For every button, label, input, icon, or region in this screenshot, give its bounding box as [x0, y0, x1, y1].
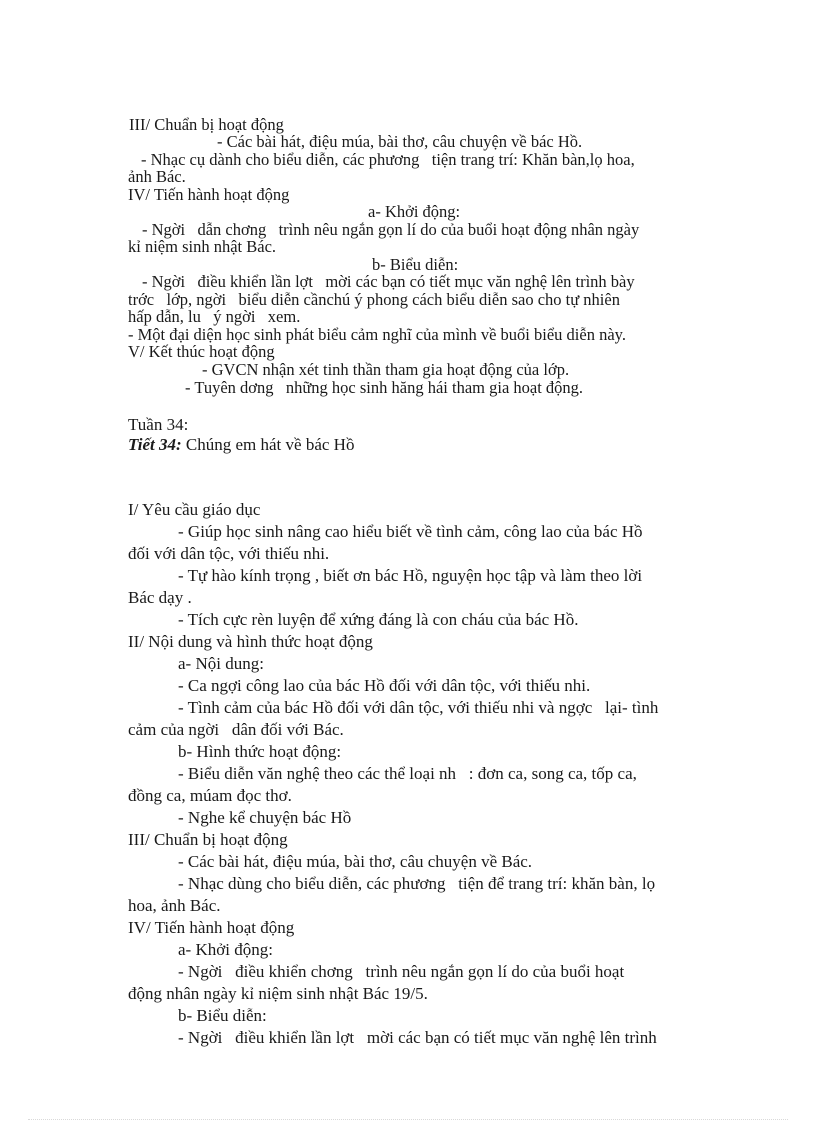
subheading-form: b- Hình thức hoạt động:	[178, 742, 342, 761]
text-line: cảm của ngời dân đối với Bác.	[128, 720, 344, 739]
lesson-title	[128, 436, 354, 453]
text-line: hoa, ảnh Bác.	[128, 896, 221, 915]
subheading-warmup: a- Khởi động:	[178, 940, 273, 959]
text-line: kỉ niệm sinh nhật Bác.	[128, 237, 277, 256]
text-line: đồng ca, múam đọc thơ.	[128, 786, 292, 805]
text-line: - Nhạc cụ dành cho biểu diễn, các phương tiện trang trí: Khăn bàn,lọ hoa,	[141, 150, 635, 169]
heading-preparation: III/ Chuẩn bị hoạt động	[128, 830, 288, 849]
page-bottom-divider	[28, 1119, 788, 1120]
heading-procedure: IV/ Tiến hành hoạt động	[128, 185, 290, 204]
subheading-performance: b- Biểu diễn:	[372, 255, 459, 274]
text-line: - Ngời điều khiển chơng trình nêu ngắn gọn lí do của buổi hoạt	[178, 962, 625, 981]
lesson-name: Chúng em hát về bác Hồ	[181, 435, 355, 454]
text-line: ảnh Bác.	[128, 167, 186, 186]
text-line: - Ngời điều khiển lần lợt mời các bạn có tiết mục văn nghệ lên trình bày	[142, 272, 635, 291]
heading-procedure: IV/ Tiến hành hoạt động	[128, 918, 295, 937]
text-line: - Ngời điều khiển lần lợt mời các bạn có tiết mục văn nghệ lên trình	[178, 1028, 657, 1047]
text-line: - Biểu diễn văn nghệ theo các thể loại nh : đơn ca, song ca, tốp ca,	[178, 764, 637, 783]
text-line: trớc lớp, ngời biểu diễn cầnchú ý phong cách biểu diễn sao cho tự nhiên	[128, 290, 620, 309]
text-line: - Nhạc dùng cho biểu diễn, các phương tiện để trang trí: khăn bàn, lọ	[178, 874, 656, 893]
text-line: - Các bài hát, điệu múa, bài thơ, câu chuyện về bác Hồ.	[217, 132, 583, 151]
text-line: - Ca ngợi công lao của bác Hồ đối với dân tộc, với thiếu nhi.	[178, 676, 591, 695]
text-line: - Một đại diện học sinh phát biểu cảm nghĩ của mình về buổi biểu diễn này.	[128, 325, 626, 344]
text-line: - Ngời dẫn chơng trình nêu ngắn gọn lí do của buổi hoạt động nhân ngày	[142, 220, 640, 239]
text-line: - Giúp học sinh nâng cao hiểu biết về tình cảm, công lao của bác Hồ	[178, 522, 643, 541]
text-line: - GVCN nhận xét tinh thần tham gia hoạt động của lớp.	[202, 360, 570, 379]
text-line: đối với dân tộc, với thiếu nhi.	[128, 544, 330, 563]
heading-preparation: III/ Chuẩn bị hoạt động	[129, 115, 284, 134]
heading-conclusion: V/ Kết thúc hoạt động	[128, 342, 275, 361]
heading-education-goals: I/ Yêu cầu giáo dục	[128, 500, 261, 519]
text-line: - Các bài hát, điệu múa, bài thơ, câu chuyện về Bác.	[178, 852, 533, 871]
heading-content-form: II/ Nội dung và hình thức hoạt động	[128, 632, 373, 651]
lesson-number: Tiết 34:	[128, 435, 182, 454]
subheading-content: a- Nội dung:	[178, 654, 264, 673]
subheading-warmup: a- Khởi động:	[368, 202, 461, 221]
week-label: Tuần 34:	[128, 415, 189, 434]
text-line: - Tự hào kính trọng , biết ơn bác Hồ, nguyện học tập và làm theo lời	[178, 566, 643, 585]
text-line: - Tích cực rèn luyện để xứng đáng là con cháu của bác Hồ.	[178, 610, 579, 629]
text-line: - Tình cảm của bác Hồ đối với dân tộc, với thiếu nhi và ngợc lại- tình	[178, 698, 659, 717]
text-line: Bác dạy .	[128, 588, 192, 607]
text-line: - Tuyên dơng những học sinh hăng hái tham gia hoạt động.	[185, 378, 584, 397]
subheading-performance: b- Biểu diễn:	[178, 1006, 267, 1025]
text-line: hấp dẫn, lu ý ngời xem.	[128, 307, 301, 326]
text-line: - Nghe kể chuyện bác Hồ	[178, 808, 352, 827]
text-line: động nhân ngày kỉ niệm sinh nhật Bác 19/5.	[128, 984, 428, 1003]
